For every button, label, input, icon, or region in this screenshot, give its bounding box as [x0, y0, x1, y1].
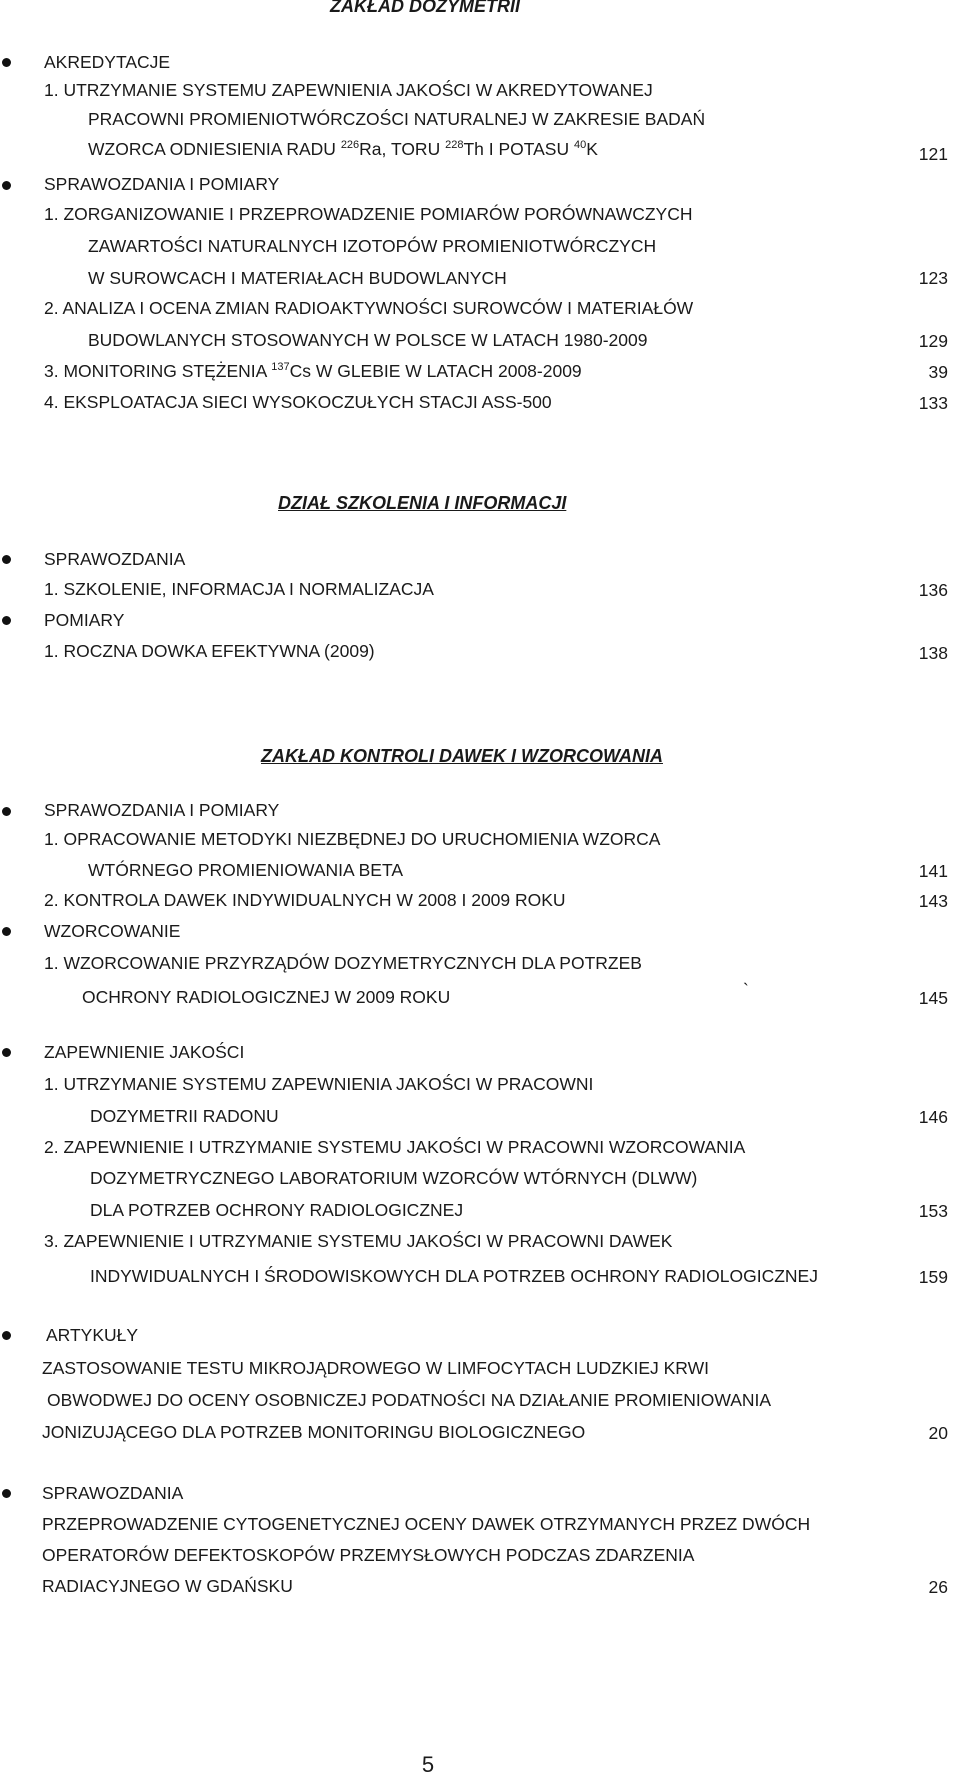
toc-entry-line: 1. ROCZNA DOWKA EFEKTYWNA (2009) [44, 641, 375, 661]
toc-page-number: 146 [918, 1107, 948, 1127]
isotope-mass-number: 137 [271, 361, 290, 373]
toc-page-number: 143 [918, 891, 948, 911]
toc-entry-line: DOZYMETRII RADONU [90, 1106, 279, 1126]
toc-entry-line: 1. WZORCOWANIE PRZYRZĄDÓW DOZYMETRYCZNYCH DLA POTRZEB [44, 953, 642, 973]
toc-entry-line: JONIZUJĄCEGO DLA POTRZEB MONITORINGU BIOLOGICZNEGO [42, 1422, 586, 1442]
toc-entry-line: BUDOWLANYCH STOSOWANYCH W POLSCE W LATACH 1980-2009 [88, 330, 648, 350]
toc-entry-line: 4. EKSPLOATACJA SIECI WYSOKOCZUŁYCH STACJI ASS-500 [44, 392, 552, 412]
heading-sprawozdania-i-pomiary: SPRAWOZDANIA I POMIARY [44, 800, 280, 820]
page-footer-number: 5 [421, 1752, 435, 1777]
toc-entry-line: PRACOWNI PROMIENIOTWÓRCZOŚCI NATURALNEJ W ZAKRESIE BADAŃ [88, 109, 706, 129]
toc-entry-line: INDYWIDUALNYCH I ŚRODOWISKOWYCH DLA POTRZEB OCHRONY RADIOLOGICZNEJ [90, 1266, 818, 1286]
toc-entry-line: 2. ANALIZA I OCENA ZMIAN RADIOAKTYWNOŚCI SUROWCÓW I MATERIAŁÓW [44, 298, 694, 318]
heading-wzorcowanie: WZORCOWANIE [44, 921, 181, 941]
text-segment: Ra, TORU [359, 139, 446, 159]
heading-sprawozdania-i-pomiary: SPRAWOZDANIA I POMIARY [44, 174, 280, 194]
bullet-icon [2, 1489, 11, 1498]
toc-entry-line: OBWODWEJ DO OCENY OSOBNICZEJ PODATNOŚCI NA DZIAŁANIE PROMIENIOWANIA [47, 1390, 772, 1410]
toc-entry-line: WTÓRNEGO PROMIENIOWANIA BETA [88, 860, 404, 880]
toc-page-number: 138 [918, 643, 948, 663]
toc-entry-line: OPERATORÓW DEFEKTOSKOPÓW PRZEMYSŁOWYCH PODCZAS ZDARZENIA [42, 1545, 695, 1565]
toc-entry-line: 1. UTRZYMANIE SYSTEMU ZAPEWNIENIA JAKOŚCI W AKREDYTOWANEJ [44, 80, 653, 100]
isotope-mass-number: 40 [573, 139, 587, 151]
bullet-icon [2, 1331, 11, 1340]
toc-page-number: 153 [918, 1201, 948, 1221]
bullet-icon [2, 58, 11, 67]
toc-entry-line: 1. UTRZYMANIE SYSTEMU ZAPEWNIENIA JAKOŚCI W PRACOWNI [44, 1074, 594, 1094]
toc-page-number: 123 [918, 268, 948, 288]
bullet-icon [2, 555, 11, 564]
toc-entry-line: ZASTOSOWANIE TESTU MIKROJĄDROWEGO W LIMFOCYTACH LUDZKIEJ KRWI [42, 1358, 709, 1378]
toc-page-number: 26 [928, 1577, 948, 1597]
toc-entry-line-cs137 [44, 363, 582, 381]
toc-entry-line: 2. ZAPEWNIENIE I UTRZYMANIE SYSTEMU JAKOŚCI W PRACOWNI WZORCOWANIA [44, 1137, 746, 1157]
heading-akredytacje: AKREDYTACJE [44, 52, 171, 72]
section-title-zaklad-dozymetrii: ZAKŁAD DOZYMETRII [330, 0, 520, 16]
toc-page-number: 121 [918, 144, 948, 164]
toc-page-number: 145 [918, 988, 948, 1008]
toc-page-number: 136 [918, 580, 948, 600]
bullet-icon [2, 181, 11, 190]
toc-page-number: 133 [918, 393, 948, 413]
heading-pomiary: POMIARY [44, 610, 125, 630]
heading-sprawozdania: SPRAWOZDANIA [42, 1483, 184, 1503]
toc-entry-line-isotopes [88, 141, 598, 159]
toc-entry-line: 3. ZAPEWNIENIE I UTRZYMANIE SYSTEMU JAKOŚCI W PRACOWNI DAWEK [44, 1231, 673, 1251]
toc-entry-line: 1. SZKOLENIE, INFORMACJA I NORMALIZACJA [44, 579, 434, 599]
toc-entry-line: DOZYMETRYCZNEGO LABORATORIUM WZORCÓW WTÓRNYCH (DLWW) [90, 1168, 698, 1188]
toc-page-number: 39 [928, 362, 948, 382]
section-title-zaklad-kontroli: ZAKŁAD KONTROLI DAWEK I WZORCOWANIA [261, 746, 663, 766]
isotope-mass-number: 228 [445, 139, 464, 151]
heading-zapewnienie-jakosci: ZAPEWNIENIE JAKOŚCI [44, 1042, 245, 1062]
isotope-mass-number: 226 [340, 139, 360, 151]
text-segment: 3. MONITORING STĘŻENIA [44, 361, 272, 381]
heading-sprawozdania: SPRAWOZDANIA [44, 549, 186, 569]
toc-page-number: 159 [918, 1267, 948, 1287]
text-segment: WZORCA ODNIESIENIA RADU [88, 139, 341, 159]
bullet-icon [2, 616, 11, 625]
bullet-icon [2, 927, 11, 936]
text-segment: Th I POTASU [463, 139, 574, 159]
text-segment: Cs W GLEBIE W LATACH 2008-2009 [289, 361, 582, 381]
toc-page-number: 20 [928, 1423, 948, 1443]
toc-entry-line: 1. ZORGANIZOWANIE I PRZEPROWADZENIE POMIARÓW PORÓWNAWCZYCH [44, 204, 693, 224]
toc-entry-line: ZAWARTOŚCI NATURALNYCH IZOTOPÓW PROMIENIOTWÓRCZYCH [88, 236, 657, 256]
stray-backtick-mark: ` [743, 980, 749, 1000]
bullet-icon [2, 1048, 11, 1057]
heading-artykuly: ARTYKUŁY [46, 1325, 139, 1345]
text-segment: K [586, 139, 598, 159]
toc-entry-line: OCHRONY RADIOLOGICZNEJ W 2009 ROKU [82, 987, 451, 1007]
toc-entry-line: 2. KONTROLA DAWEK INDYWIDUALNYCH W 2008 I 2009 ROKU [44, 890, 566, 910]
toc-entry-line: DLA POTRZEB OCHRONY RADIOLOGICZNEJ [90, 1200, 464, 1220]
section-title-dzial-szkolenia: DZIAŁ SZKOLENIA I INFORMACJI [278, 493, 567, 513]
toc-entry-line: 1. OPRACOWANIE METODYKI NIEZBĘDNEJ DO URUCHOMIENIA WZORCA [44, 829, 661, 849]
toc-entry-line: PRZEPROWADZENIE CYTOGENETYCZNEJ OCENY DAWEK OTRZYMANYCH PRZEZ DWÓCH [42, 1514, 811, 1534]
toc-entry-line: RADIACYJNEGO W GDAŃSKU [42, 1576, 293, 1596]
toc-page-number: 129 [918, 331, 948, 351]
bullet-icon [2, 807, 11, 816]
toc-page-number: 141 [918, 861, 948, 881]
toc-entry-line: W SUROWCACH I MATERIAŁACH BUDOWLANYCH [88, 268, 507, 288]
